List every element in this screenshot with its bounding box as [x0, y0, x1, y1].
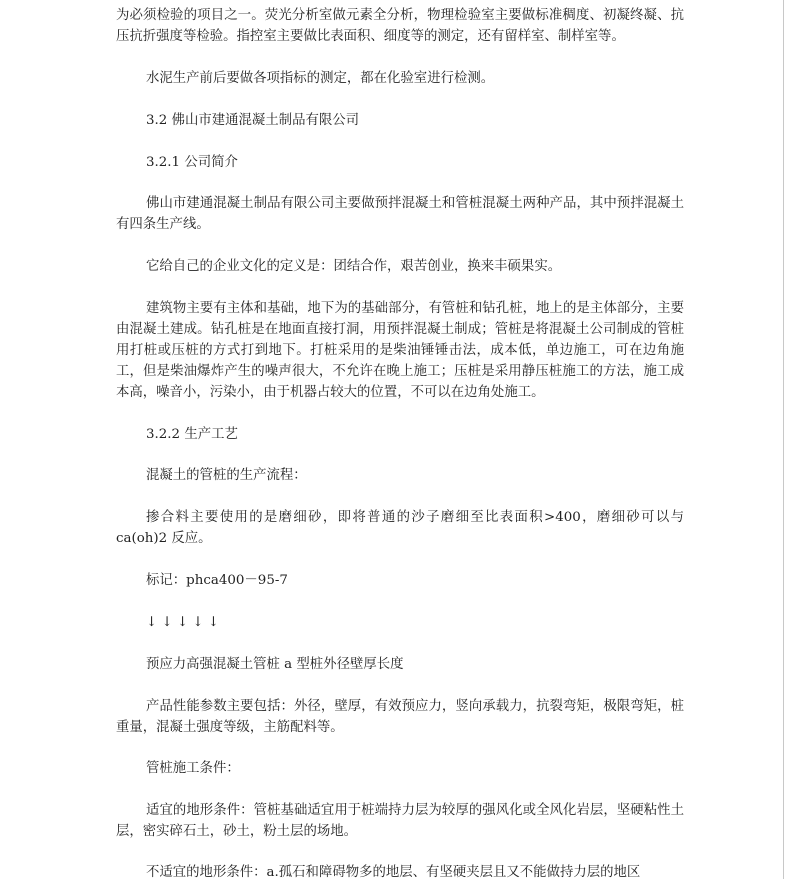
paragraph-suitable-terrain: 适宜的地形条件：管桩基础适宜用于桩端持力层为较厚的强风化或全风化岩层，坚硬粘性土层，密实碎石土，砂土，粉土层的场地。: [116, 803, 684, 839]
paragraph-construction-conditions: 管桩施工条件：: [146, 761, 240, 776]
paragraph-piles: 建筑物主要有主体和基础，地下为的基础部分，有管桩和钻孔桩，地上的是主体部分，主要由混凝土建成。钻孔桩是在地面直接打洞，用预拌混凝土制成；管桩是将混凝土公司制成的管桩用打桩或压桩的方式打到地下。打桩采用的是柴油锤锤击法，成本低，单边施工，可在边角施工，但是柴油爆炸产生的噪声很大，不允许在晚上施工；压桩是采用静压桩施工的方法，施工成本高，噪音小，污染小，由于机器占较大的位置，不可以在边角处施工。: [116, 301, 684, 400]
paragraph-admixture: 掺合料主要使用的是磨细砂，即将普通的沙子磨细至比表面积>400，磨细砂可以与ca(oh)2 反应。: [116, 510, 684, 546]
section-heading-3-2-1: 3.2.1 公司简介: [146, 155, 238, 170]
paragraph-pile-type: 预应力高强混凝土管桩 a 型桩外径壁厚长度: [146, 657, 404, 672]
paragraph-lab-tests: 为必须检验的项目之一。荧光分析室做元素全分析，物理检验室主要做标准稠度、初凝终凝、抗压抗折强度等检验。指控室主要做比表面积、细度等的测定，还有留样室、制样室等。: [116, 8, 684, 44]
paragraph-company-culture: 它给自己的企业文化的定义是：团结合作，艰苦创业，换来丰硕果实。: [146, 259, 562, 274]
paragraph-company-intro: 佛山市建通混凝土制品有限公司主要做预拌混凝土和管桩混凝土两种产品，其中预拌混凝土有四条生产线。: [116, 196, 684, 232]
paragraph-unsuitable-terrain: 不适宜的地形条件：a.孤石和障碍物多的地层、有坚硬夹层且又不能做持力层的地区: [146, 865, 641, 880]
page-edge-divider: [783, 0, 784, 879]
paragraph-parameters: 产品性能参数主要包括：外径，壁厚，有效预应力，竖向承载力，抗裂弯矩，极限弯矩，桩重量，混凝土强度等级，主筋配料等。: [116, 699, 684, 735]
paragraph-marking: 标记：phca400－95-7: [146, 573, 288, 588]
paragraph-arrows: ↓ ↓ ↓ ↓ ↓: [146, 615, 220, 630]
section-heading-3-2: 3.2 佛山市建通混凝土制品有限公司: [146, 113, 360, 128]
paragraph-cement-tests: 水泥生产前后要做各项指标的测定，都在化验室进行检测。: [146, 71, 495, 86]
paragraph-pile-process: 混凝土的管桩的生产流程：: [146, 468, 307, 483]
section-heading-3-2-2: 3.2.2 生产工艺: [146, 427, 238, 442]
